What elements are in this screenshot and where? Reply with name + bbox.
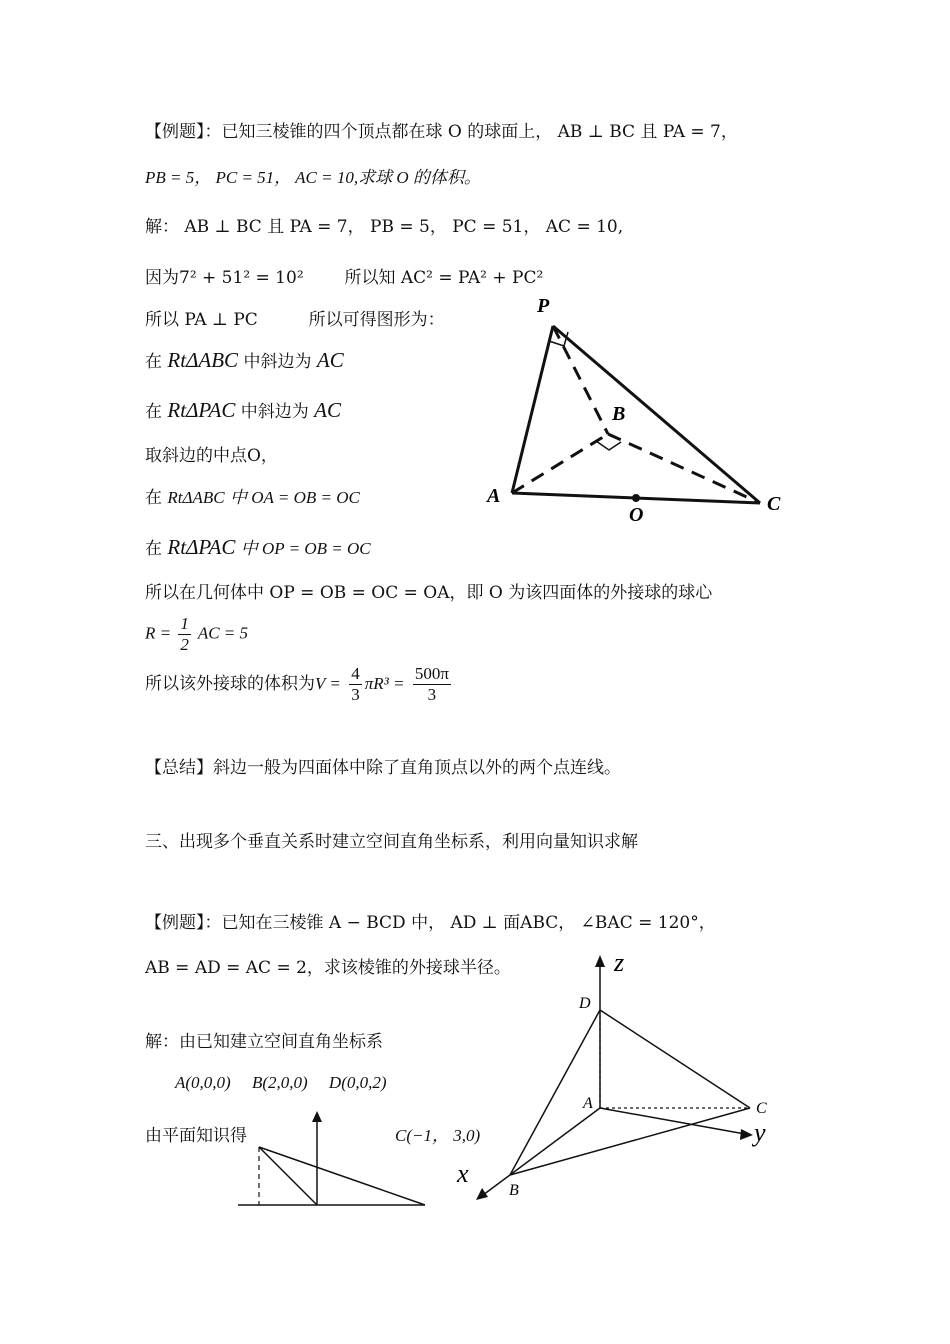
ex1-line-oa-ob-oc — [145, 488, 360, 508]
text-hypotenuse: 中斜边为 — [240, 402, 309, 422]
label-y-axis: y — [754, 1118, 766, 1147]
tetrahedron-figure — [470, 285, 800, 535]
ex1-line-2: PB = 5， PC = 51， AC = 10,求球 O 的体积。 — [145, 168, 481, 187]
edge-ab — [512, 434, 608, 493]
pa-perp-pc: 所以 PA ⊥ PC — [145, 310, 258, 330]
ex2-plane-knowledge: 由平面知识得 — [145, 1126, 247, 1146]
label-a: A — [487, 485, 501, 507]
figure-intro: 所以可得图形为： — [308, 310, 445, 330]
label-p: P — [537, 295, 550, 317]
edge-bc — [510, 1108, 750, 1175]
label-b: B — [612, 403, 626, 425]
label-o: O — [629, 504, 644, 526]
coordinate-tetrahedron-figure — [455, 945, 790, 1210]
ex1-line-hyp-abc — [145, 350, 344, 372]
label-z-axis: z — [614, 948, 625, 977]
ex2-line-2: AB = AD = AC = 2，求该棱锥的外接球半径。 — [145, 958, 511, 978]
radius-rhs: AC = 5 — [197, 623, 249, 643]
because-equation: 因为7² + 51² = 10² — [145, 268, 304, 288]
x-axis-arrow — [476, 1188, 488, 1200]
solid-edges — [512, 326, 760, 503]
ex1-summary: 【总结】斜边一般为四面体中除了直角顶点以外的两个点连线。 — [145, 758, 621, 778]
ex1-line-op-ob-oc — [145, 537, 371, 559]
equal-distances: 中 OA = OB = OC — [230, 488, 360, 507]
label-x-axis: x — [457, 1159, 469, 1188]
axis-arrow — [312, 1111, 322, 1122]
text-zai: 在 — [145, 402, 162, 422]
segment-ac: AC — [314, 398, 342, 422]
ex1-line-midpoint: 取斜边的中点O， — [145, 446, 278, 466]
midpoint-o — [632, 494, 640, 502]
ex1-line-so — [145, 310, 445, 330]
rt-triangle-pac: RtΔPAC — [167, 535, 236, 559]
ex1-line-hyp-pac — [145, 400, 341, 422]
text-hypotenuse: 中斜边为 — [243, 352, 312, 372]
ex2-solution-line: 解：由已知建立空间直角坐标系 — [145, 1032, 383, 1052]
ex1-line-sphere-center: 所以在几何体中 OP = OB = OC = OA，即 O 为该四面体的外接球的球心 — [145, 583, 713, 603]
y-axis-arrow — [740, 1129, 753, 1140]
ex1-line-radius — [145, 614, 248, 655]
therefore-equation: 所以知 AC² = PA² + PC² — [344, 268, 544, 288]
edge-bc — [608, 434, 760, 503]
text-zai: 在 — [145, 352, 162, 372]
hidden-edges — [512, 326, 760, 503]
ex2-coordinates: A(0,0,0) B(2,0,0) D(0,0,2) — [175, 1073, 387, 1092]
volume-mid: πR³ = — [364, 674, 405, 693]
x-axis — [483, 1108, 600, 1195]
plane-sketch-figure — [230, 1108, 430, 1208]
text-zai: 在 — [145, 488, 162, 508]
edge-pc — [553, 326, 760, 503]
label-c: C — [756, 1100, 767, 1117]
volume-lhs: V = — [315, 674, 341, 693]
fraction-half: $\frac{1}{2}$ — [180, 614, 189, 654]
label-a: A — [583, 1095, 593, 1112]
segment-to-end — [259, 1147, 425, 1205]
right-angle-mark-b — [596, 441, 621, 450]
edge-db — [510, 1010, 600, 1175]
edge-pb — [553, 326, 608, 434]
ex1-line-volume — [145, 664, 454, 705]
equal-distances: 中 OP = OB = OC — [240, 539, 371, 558]
segment-to-origin — [259, 1147, 317, 1205]
ex1-line-1: 【例题】：已知三棱锥的四个顶点都在球 O 的球面上， AB ⊥ BC 且 PA = 7， — [145, 122, 738, 142]
label-d: D — [579, 995, 591, 1012]
text-zai: 在 — [145, 539, 162, 559]
ex2-line-1: 【例题】：已知在三棱锥 A − BCD 中， AD ⊥ 面ABC， ∠BAC = 120°， — [145, 913, 716, 933]
radius-lhs: R = — [145, 623, 172, 643]
rt-triangle-pac: RtΔPAC — [167, 398, 236, 422]
z-axis-arrow — [595, 955, 605, 967]
edge-pa — [512, 326, 553, 493]
fraction-four-thirds: $\frac{4}{3}$ — [351, 664, 360, 704]
section-3-title: 三、出现多个垂直关系时建立空间直角坐标系，利用向量知识求解 — [145, 832, 638, 852]
ex1-solution-line: 解： AB ⊥ BC 且 PA = 7， PB = 5， PC = 51， AC = 10, — [145, 217, 624, 237]
segment-ac: AC — [316, 348, 344, 372]
label-b: B — [509, 1182, 519, 1199]
rt-triangle-abc: RtΔABC — [167, 348, 239, 372]
fraction-result: $\frac{500\pi}{3}$ — [414, 664, 449, 704]
edge-dc — [600, 1010, 750, 1108]
rt-triangle-abc: RtΔABC — [167, 488, 225, 507]
volume-text: 所以该外接球的体积为 — [145, 674, 315, 694]
ex2-point-c: C(−1， 3,0) — [395, 1126, 481, 1145]
label-c: C — [767, 493, 781, 515]
